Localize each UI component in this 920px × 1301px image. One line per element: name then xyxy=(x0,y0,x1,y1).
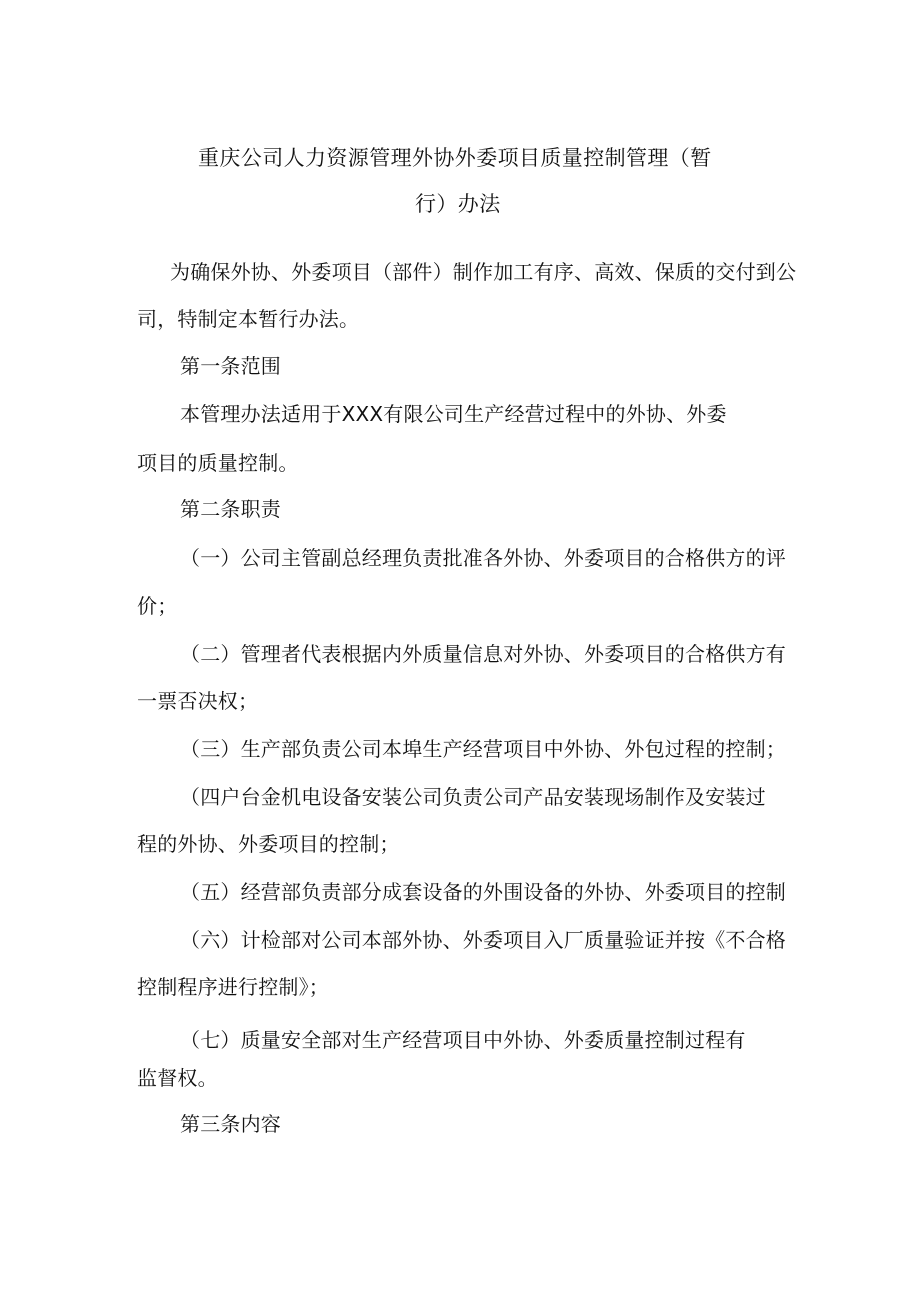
duty-4-line-1: （四户台金机电设备安装公司负责公司产品安装现场制作及安装过 xyxy=(180,785,766,809)
duty-5-line-1: （五）经营部负责部分成套设备的外围设备的外协、外委项目的控制 xyxy=(180,880,786,904)
duty-6-line-1: （六）计检部对公司本部外协、外委项目入厂质量验证并按《不合格 xyxy=(180,928,786,952)
duty-1-line-2: 价； xyxy=(137,594,178,618)
article-1-body-line-2: 项目的质量控制。 xyxy=(137,451,299,475)
article-2-heading: 第二条职责 xyxy=(180,497,281,521)
duty-2-line-1: （二）管理者代表根据内外质量信息对外协、外委项目的合格供方有 xyxy=(180,642,786,666)
article-1-body-line-1: 本管理办法适用于XXX有限公司生产经营过程中的外协、外委 xyxy=(180,402,727,426)
duty-4-line-2: 程的外协、外委项目的控制； xyxy=(137,832,400,856)
intro-paragraph-line-1: 为确保外协、外委项目（部件）制作加工有序、高效、保质的交付到公 xyxy=(170,260,797,284)
document-title-line-1: 重庆公司人力资源管理外协外委项目质量控制管理（暂 xyxy=(198,146,712,170)
article-3-heading: 第三条内容 xyxy=(180,1112,281,1136)
duty-2-line-2: 一票否决权； xyxy=(137,689,259,713)
duty-3-line-1: （三）生产部负责公司本埠生产经营项目中外协、外包过程的控制； xyxy=(180,737,786,761)
article-1-heading: 第一条范围 xyxy=(180,354,281,378)
document-title-line-2: 行）办法 xyxy=(415,192,501,216)
duty-7-line-1: （七）质量安全部对生产经营项目中外协、外委质量控制过程有 xyxy=(180,1028,746,1052)
intro-paragraph-line-2: 司，特制定本暂行办法。 xyxy=(137,307,360,331)
duty-7-line-2: 监督权。 xyxy=(137,1066,218,1090)
duty-6-line-2: 控制程序进行控制》； xyxy=(137,975,329,999)
duty-1-line-1: （一）公司主管副总经理负责批准各外协、外委项目的合格供方的评 xyxy=(180,546,786,570)
